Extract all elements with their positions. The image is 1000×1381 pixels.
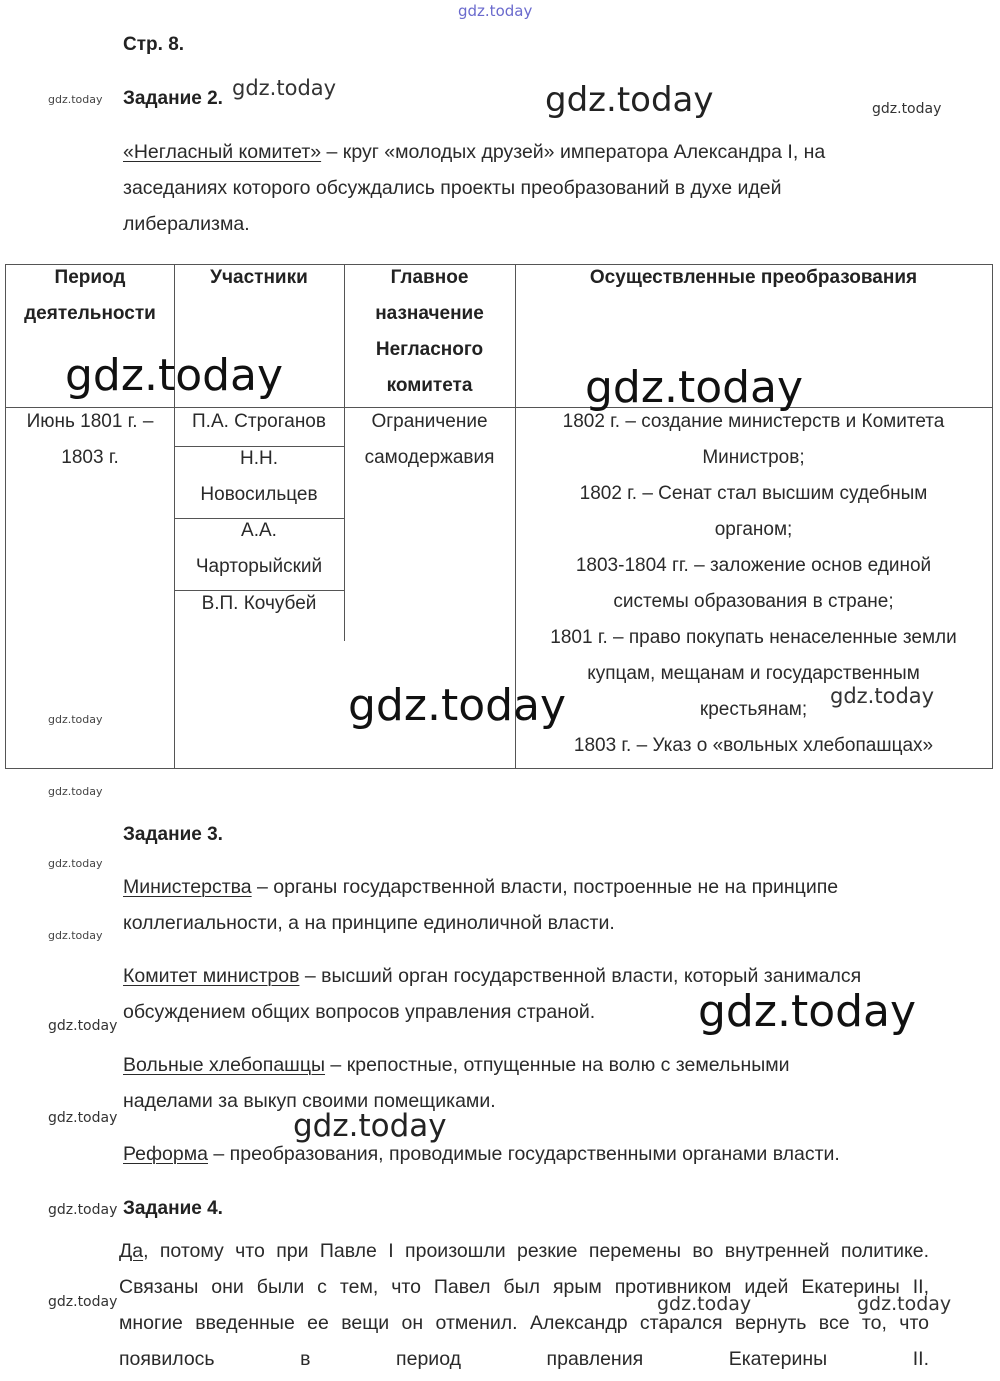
task3-item: Комитет министров – высший орган государственной власти, который занимался обсуждением общих вопросов управления страной. [123, 965, 862, 1023]
watermark: gdz.today [48, 1294, 118, 1310]
task4-answer: Да, потому что при Павле I произошли резкие перемены во внутренней политике. Связаны они были с тем, что Павел был ярым противником идей Екатерины II, многие введенные ее вещи он отменил. Александр старался вернуть все то, что появилось в период правления Екатерины II. [119, 1240, 929, 1370]
header-period: Период деятельности [24, 267, 156, 324]
page-label: Стр. 8. [123, 34, 185, 55]
watermark: gdz.today [48, 1202, 118, 1218]
watermark: gdz.today [48, 713, 103, 726]
task3-item: Министерства – органы государственной власти, построенные не на принципе коллегиальности, а на принципе единоличной власти. [123, 876, 839, 934]
cell-participant: Н.Н. Новосильцев [200, 448, 318, 505]
task3-title: Задание 3. [123, 824, 223, 845]
cell-purpose: Ограничение самодержавия [364, 411, 495, 468]
watermark: gdz.today [48, 1110, 118, 1126]
term-neglasny-komitet: «Негласный комитет» [123, 141, 322, 163]
watermark: gdz.today [48, 929, 103, 942]
watermark: gdz.today [698, 986, 917, 1037]
task4-title: Задание 4. [123, 1198, 223, 1219]
watermark: gdz.today [65, 350, 284, 401]
cell-reforms: 1802 г. – создание министерств и Комитета Министров; 1802 г. – Сенат стал высшим судебным органом; 1803-1804 гг. – заложение основ единой системы образования в стране; 1801 г. – право покупать ненаселенные земли купцам, мещанам и государственным крестьянам; 1803 г. – Указ о «вольных хлебопашцах» [550, 411, 957, 756]
watermark: gdz.today [348, 680, 567, 731]
header-reforms: Осуществленные преобразования [589, 267, 918, 288]
cell-participant: А.А. Чарторыйский [195, 520, 323, 577]
header-participants: Участники [210, 267, 308, 288]
cell-participant: В.П. Кочубей [201, 593, 317, 614]
watermark: gdz.today [830, 684, 935, 708]
watermark: gdz.today [872, 101, 942, 117]
watermark: gdz.today [857, 1293, 952, 1315]
watermark: gdz.today [48, 1018, 118, 1034]
watermark: gdz.today [232, 76, 337, 100]
watermark: gdz.today [545, 80, 714, 120]
task2-definition: «Негласный комитет» – круг «молодых друзей» императора Александра I, на заседаниях которого обсуждались проекты преобразований в духе идей либерализма. [123, 141, 826, 235]
cell-period: Июнь 1801 г. – 1803 г. [26, 411, 154, 468]
task3-item: Вольные хлебопашцы – крепостные, отпущенные на волю с земельными наделами за выкуп своими помещиками. [123, 1054, 790, 1112]
watermark: gdz.today [657, 1293, 752, 1315]
watermark: gdz.today [48, 785, 103, 798]
task3-item: Реформа – преобразования, проводимые государственными органами власти. [123, 1143, 840, 1165]
watermark: gdz.today [585, 362, 804, 413]
cell-participant: П.А. Строганов [192, 411, 326, 432]
watermark: gdz.today [48, 857, 103, 870]
task2-title: Задание 2. [123, 88, 223, 109]
header-purpose: Главное назначение Негласного комитета [375, 267, 484, 396]
watermark: gdz.today [48, 93, 103, 106]
watermark: gdz.today [458, 2, 533, 20]
watermark: gdz.today [293, 1108, 447, 1144]
